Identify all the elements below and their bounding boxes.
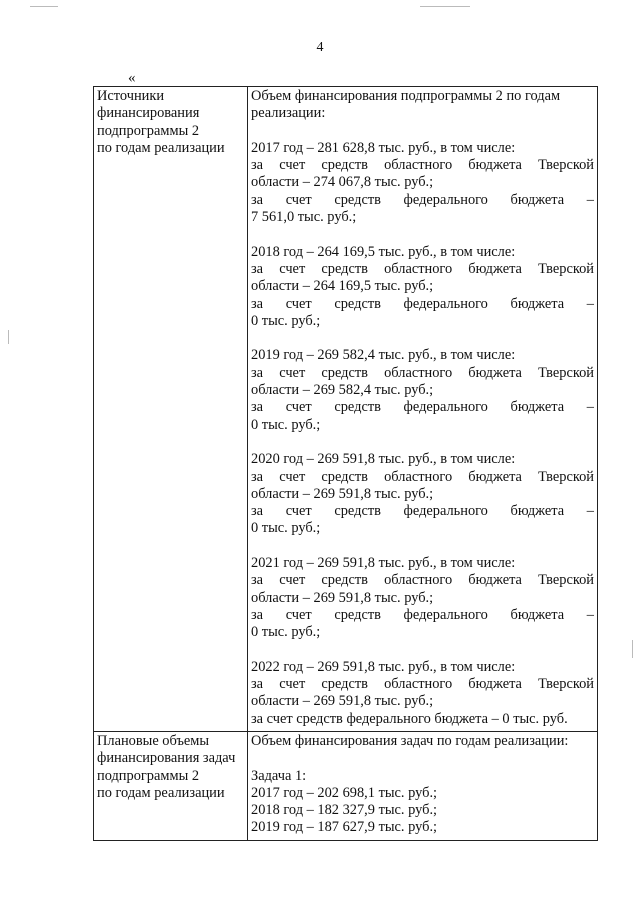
year-2021-federal: за счет средств федерального бюджета – [251, 606, 594, 623]
year-2019-regional: за счет средств областного бюджета Тверской [251, 364, 594, 381]
year-2019-regional-amount: области – 269 582,4 тыс. руб.; [251, 382, 434, 399]
year-2020-federal: за счет средств федерального бюджета – [251, 503, 594, 520]
tasks-intro-text: Объем финансирования задач по годам реализации: [251, 732, 569, 749]
task-year-line: 2018 год – 182 327,9 тыс. руб.; [251, 802, 438, 819]
year-2017-title: 2017 год – 281 628,8 тыс. руб., в том числе: [251, 139, 516, 156]
year-2017-regional-amount: области – 274 067,8 тыс. руб.; [251, 174, 434, 191]
table-row-planned-volumes [94, 731, 598, 840]
year-2017-federal: за счет средств федерального бюджета – [251, 191, 594, 208]
intro-text: реализации: [251, 105, 326, 122]
row-label-line: Источники [97, 88, 165, 104]
row-label-cell [94, 731, 248, 840]
year-2020-regional: за счет средств областного бюджета Тверской [251, 468, 594, 485]
task-title: Задача 1: [251, 767, 307, 784]
table-row-sources [94, 87, 598, 732]
row-label-line: Плановые объемы [97, 732, 210, 749]
year-2018-federal-amount: 0 тыс. руб.; [251, 312, 321, 329]
row-label-line: подпрограммы 2 [97, 122, 200, 139]
row-content-cell [248, 731, 598, 840]
year-2020-federal-amount: 0 тыс. руб.; [251, 520, 321, 537]
year-2017-federal-amount: 7 561,0 тыс. руб.; [251, 209, 357, 226]
row-label-line: подпрограммы 2 [97, 767, 200, 784]
scan-artifact-right [632, 640, 633, 658]
year-2021-regional: за счет средств областного бюджета Тверской [251, 572, 594, 589]
row-label-line: по годам реализации [97, 784, 225, 801]
year-2022-regional-amount: области – 269 591,8 тыс. руб.; [251, 693, 434, 710]
row-content-cell [248, 87, 598, 732]
year-2022-regional: за счет средств областного бюджета Тверской [251, 676, 594, 693]
year-2022-federal: за счет средств федерального бюджета – 0 тыс. руб. [251, 710, 568, 727]
year-2019-federal-amount: 0 тыс. руб.; [251, 416, 321, 433]
scan-artifact-top [30, 6, 58, 7]
opening-quote-mark: « [128, 70, 136, 86]
year-2019-title: 2019 год – 269 582,4 тыс. руб., в том числе: [251, 347, 516, 364]
row-label-line: финансирования задач [97, 750, 236, 767]
year-2019-federal: за счет средств федерального бюджета – [251, 399, 594, 416]
financing-table [93, 86, 598, 841]
year-2021-federal-amount: 0 тыс. руб.; [251, 624, 321, 641]
row-label-line: по годам реализации [97, 139, 225, 156]
year-2018-federal: за счет средств федерального бюджета – [251, 295, 594, 312]
row-label-cell [94, 87, 248, 732]
task-year-line: 2017 год – 202 698,1 тыс. руб.; [251, 784, 438, 801]
page-number: 4 [316, 40, 324, 55]
year-2017-regional: за счет средств областного бюджета Тверской [251, 157, 594, 174]
row-label-line: финансирования [97, 105, 200, 122]
scan-artifact-top-right [420, 6, 470, 7]
year-2021-title: 2021 год – 269 591,8 тыс. руб., в том числе: [251, 555, 516, 572]
scan-artifact-left [8, 330, 9, 344]
year-2020-regional-amount: области – 269 591,8 тыс. руб.; [251, 485, 434, 502]
year-2022-title: 2022 год – 269 591,8 тыс. руб., в том числе: [251, 658, 516, 675]
year-2021-regional-amount: области – 269 591,8 тыс. руб.; [251, 589, 434, 606]
year-2018-regional: за счет средств областного бюджета Тверской [251, 260, 594, 277]
year-2020-title: 2020 год – 269 591,8 тыс. руб., в том числе: [251, 451, 516, 468]
intro-text: Объем финансирования подпрограммы 2 по годам [251, 88, 561, 104]
year-2018-title: 2018 год – 264 169,5 тыс. руб., в том числе: [251, 243, 516, 260]
task-year-line: 2019 год – 187 627,9 тыс. руб.; [251, 819, 438, 836]
year-2018-regional-amount: области – 264 169,5 тыс. руб.; [251, 278, 434, 295]
